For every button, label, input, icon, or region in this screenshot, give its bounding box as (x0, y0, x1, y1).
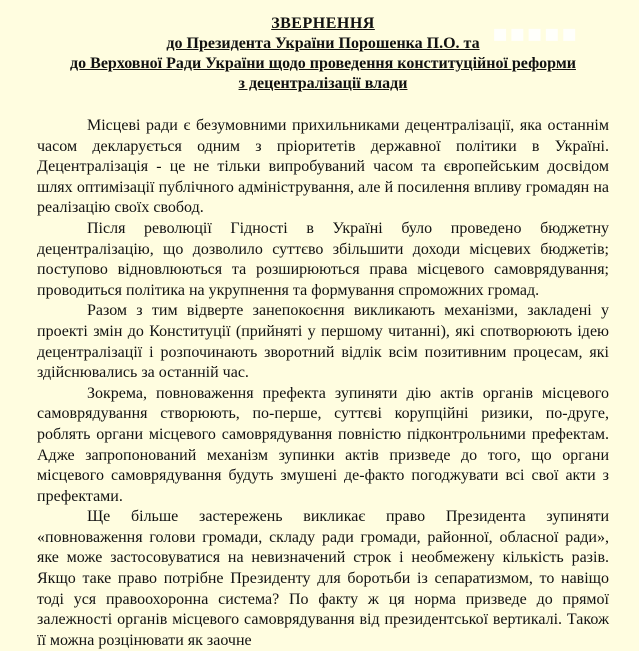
document-header (37, 14, 609, 94)
body-paragraph-5: Ще більше застережень викликає право Президента зупиняти «повноваження голови громади, складу ради громади, районної, обласної ради», яке може застосовуватися на невизначений строк і необмежену кількість разів. Якщо таке право потрібне Президенту для боротьби із сепаратизмом, то навіщо тоді уся правоохоронна система? По факту ж ця норма призведе до прямої залежності органів місцевого самоврядування від президентської вертикалі. Також її можна розцінювати як заочне (37, 508, 609, 649)
header-line-2: до Верховної Ради України щодо проведення конституційної реформи (70, 55, 576, 72)
header-line-3: з децентралізації влади (238, 75, 408, 92)
body-paragraph-3: Разом з тим відверте занепокоєння викликають механізми, закладені у проекті змін до Конституції (прийняті у першому читанні), які спотворюють ідею децентралізації і розпочинають зворотний відлік всім позитивним процесам, які здійснювались за останній час. (37, 302, 609, 382)
watermark-logo: ▪▪▪▪▪ (492, 19, 579, 47)
header-line-1: до Президента України Порошенка П.О. та (166, 35, 480, 52)
body-paragraph-2: Після революції Гідності в Україні було проведено бюджетну децентралізацію, що дозволило суттєво збільшити доходи місцевих бюджетів; поступово відновлюються та розширюються права місцевого самоврядування; проводиться політика на укрупнення та формування спроможних громад. (37, 219, 609, 299)
body-paragraph-1: Місцеві ради є безумовними прихильниками децентралізації, яка останнім часом декларується одним з пріоритетів державної політики в Україні. Децентралізація - це не тільки випробуваний часом та європейським досвідом шлях оптимізації публічного адміністрування, але й посилення впливу громадян на реалізацію своїх свобод. (37, 117, 609, 217)
document-title: ЗВЕРНЕННЯ (271, 15, 375, 32)
body-paragraph-4: Зокрема, повноваження префекта зупиняти дію актів органів місцевого самоврядування створюють, по-перше, суттєві корупційні ризики, по-друге, роблять органи місцевого самоврядування повністю підконтрольними префектам. Адже запропонований механізм зупинки актів призведе до того, що органи місцевого самоврядування будуть змушені де-факто погоджувати всі свої акти з префектами. (37, 384, 609, 505)
document-body (37, 116, 609, 651)
